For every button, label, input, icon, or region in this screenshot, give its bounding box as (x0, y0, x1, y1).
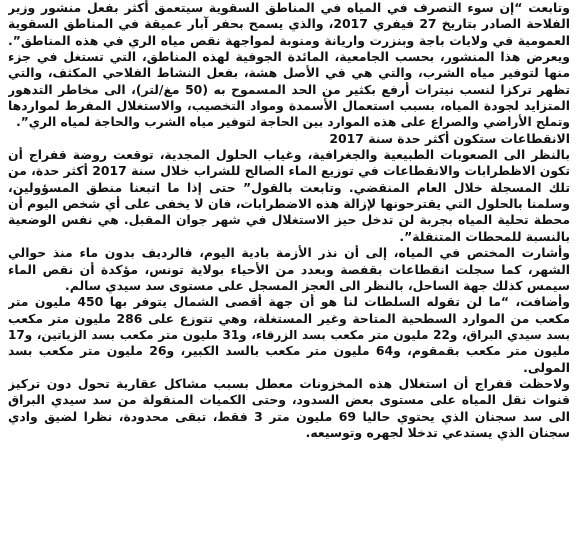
text-line: المتزايد لجودة المياه، بسبب استعمال الأسمدة ومواد التخصيب، والاستغلال المفرط لمواردها (8, 98, 570, 114)
text-line: سجنان الذي يستدعي تدخلا لجهره وتوسيعه. (305, 424, 570, 440)
text-line: وتملح الأراضي والصراع على هذه الموارد بين الحاجة لتوفير مياه الشرب والحاجة لمياه الري”. (16, 115, 570, 130)
text-line: الى سد سجنان الذي يحتوي حاليا 69 مليون متر 3 فقط، تبقى محدودة، نظرا لضيق وادي (8, 408, 570, 424)
text-line: محطة تحلية المياه بجربة لن تدخل حيز الاستغلال في شهر جوان المقبل. هي نفس الوضعية (8, 212, 570, 228)
text-line: وأضافت، “ما لن تقوله السلطات لنا هو أن جهة أقصى الشمال يتوفر بها 450 مليون متر (8, 294, 570, 310)
text-line: وسلمنا بالحلول التي يقترحونها لإزالة هذه الاضطرابات، فان لا يخفى على أي شخص اليوم أن (8, 196, 570, 212)
text-line: تظهر تركزا لنسب نيترات أرفع بكثير من الحد المسموح به (50 مغ/لتر)، الى مخاطر التدهور (8, 81, 570, 97)
section-heading (8, 131, 570, 147)
text-line: العمومية في ولايات باجة وبنزرت واريانة ومنوبة لمواجهة نقص مياه الري في هذه المناطق”. (8, 32, 570, 48)
text-line: ويعرض هذا المنشور، بحسب الجامعية، المائدة الجوفية لهذه المناطق، التي تستغل في جزء (8, 49, 570, 65)
text-line: وأشارت المختص في المياه، إلى أن نذر الأزمة بادية اليوم، فالرديف بدون ماء منذ حوالي (8, 245, 570, 261)
paragraph-nitrate-risk (8, 0, 570, 131)
text-line: الفلاحة الصادر بتاريخ 27 فيفري 2017، والذي يسمح بحفر آبار عميقة في المناطق السقوية (8, 16, 570, 32)
text-line: تكون الاظطرابات والانقطاعات في توزيع الماء الصالح للشراب خلال سنة 2017 أكثر حدة، من (8, 163, 570, 179)
text-line: مكعب من الموارد السطحية المتاحة وغير المستغلة، وهي تتوزع على 286 مليون متر مكعب (8, 310, 570, 326)
paragraph-crisis-signs (8, 245, 570, 294)
text-line: ولاحظت قفراج أن استغلال هذه المخزونات معطل بسبب مشاكل عقارية تحول دون تركيز (8, 375, 570, 391)
text-line: المولى. (523, 359, 570, 375)
paragraph-storage-issues (8, 376, 570, 441)
text-line: قنوات نقل المياه على مستوى بعض السدود، وحتى الكميات المنقولة من سد سيدي البراق (8, 392, 570, 408)
text-line: بالنظر الى الصعوبات الطبيعية والجغرافية، وغياب الحلول المجدية، توقعت روضة قفراج أن (8, 147, 570, 163)
text-line: مليون متر مكعب بقمقوم، و64 مليون متر مكعب بالسد الكبير، و26 مليون متر مكعب بسد (8, 343, 570, 359)
text-line: الشهر، كما سجلت انقطاعات بقفصة وبعدد من الأحياء بولاية تونس، مؤكدة أن نقص الماء (8, 261, 570, 277)
text-line: بالنسبة للمحطات المتنقلة”. (399, 228, 570, 244)
text-line: بسد سيدي البراق، و22 مليون متر مكعب بسد الزرقاء، و31 مليون متر مكعب بسد الزياتين، و17 (8, 327, 570, 342)
text-line: تلك المسجلة خلال العام المنقضي. وتابعت بالقول” حتى إذا ما اتبعنا منطق المسؤولين، (8, 179, 570, 195)
paragraph-2017-forecast (8, 147, 570, 245)
text-line: سيمس كذلك جهة الساحل، بالنظر الى العجز المسجل على مستوى سد سيدي سالم. (65, 277, 570, 293)
heading-line: الانقطاعات ستكون أكثر حدة سنة 2017 (329, 130, 570, 146)
text-line: وتابعت “إن سوء التصرف في المياه في المناطق السقوية سيتعمق أكثر بفعل منشور وزير (8, 0, 570, 15)
paragraph-surface-resources (8, 294, 570, 376)
text-line: منها لتوفير مياه الشرب، والتي هي في الأصل هشة، بفعل النشاط الفلاحي المكثف، والتي (8, 65, 570, 81)
